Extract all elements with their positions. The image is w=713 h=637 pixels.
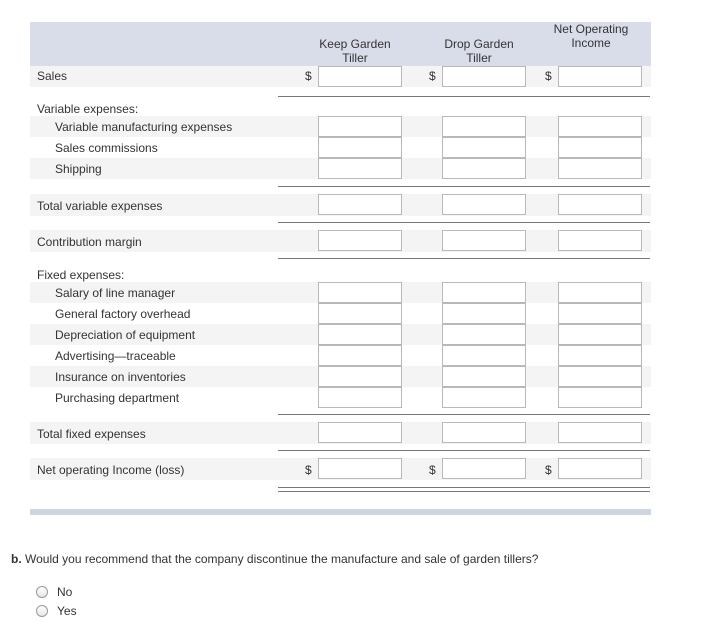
- input-depreciation-net[interactable]: [558, 324, 642, 345]
- option-no[interactable]: [36, 585, 72, 599]
- row-label-contribution-margin: Contribution margin: [37, 235, 142, 249]
- input-totalvar-drop[interactable]: [442, 194, 526, 215]
- input-advertising-drop[interactable]: [442, 345, 526, 366]
- input-contribution-drop[interactable]: [442, 230, 526, 251]
- row-label-shipping: Shipping: [55, 162, 102, 176]
- input-insurance-drop[interactable]: [442, 366, 526, 387]
- option-yes[interactable]: [36, 604, 77, 618]
- input-totalvar-keep[interactable]: [318, 194, 402, 215]
- radio-yes[interactable]: [36, 605, 48, 617]
- column-header-drop-line2: Tiller: [466, 51, 492, 65]
- divider: [278, 96, 650, 97]
- dollar-sign: $: [429, 463, 436, 477]
- dollar-sign: $: [545, 463, 552, 477]
- input-net-net[interactable]: [558, 458, 642, 479]
- input-sales-keep[interactable]: [318, 66, 402, 87]
- divider: [278, 222, 650, 223]
- input-shipping-keep[interactable]: [318, 158, 402, 179]
- divider: [278, 186, 650, 187]
- input-overhead-keep[interactable]: [318, 303, 402, 324]
- dollar-sign: $: [305, 463, 312, 477]
- row-label-variable-manufacturing: Variable manufacturing expenses: [55, 120, 233, 134]
- question-text: Would you recommend that the company discontinue the manufacture and sale of garden tillers?: [25, 552, 539, 566]
- input-varmfg-net[interactable]: [558, 116, 642, 137]
- dollar-sign: $: [305, 69, 312, 83]
- row-label-sales: Sales: [37, 69, 68, 83]
- option-yes-label: Yes: [57, 604, 77, 618]
- input-shipping-net[interactable]: [558, 158, 642, 179]
- row-label-total-fixed: Total fixed expenses: [37, 427, 146, 441]
- divider: [278, 258, 650, 259]
- input-net-keep[interactable]: [318, 458, 402, 479]
- divider-double-bottom: [278, 491, 650, 492]
- column-header-keep-line1: Keep Garden: [319, 37, 391, 51]
- input-sales-net[interactable]: [558, 66, 642, 87]
- input-shipping-drop[interactable]: [442, 158, 526, 179]
- input-advertising-net[interactable]: [558, 345, 642, 366]
- input-contribution-keep[interactable]: [318, 230, 402, 251]
- question-b: [11, 552, 538, 566]
- input-totalfixed-keep[interactable]: [318, 422, 402, 443]
- column-header-net-line2: Income: [571, 36, 611, 50]
- row-label-total-variable: Total variable expenses: [37, 199, 163, 213]
- input-salary-keep[interactable]: [318, 282, 402, 303]
- input-varmfg-drop[interactable]: [442, 116, 526, 137]
- row-label-depreciation-equipment: Depreciation of equipment: [55, 328, 196, 342]
- input-insurance-net[interactable]: [558, 366, 642, 387]
- input-varmfg-keep[interactable]: [318, 116, 402, 137]
- column-header-drop-line1: Drop Garden: [444, 37, 514, 51]
- dollar-sign: $: [545, 69, 552, 83]
- question-letter: b.: [11, 552, 22, 566]
- column-header-keep-line2: Tiller: [342, 51, 368, 65]
- row-label-salary-line-manager: Salary of line manager: [55, 286, 176, 300]
- input-purchasing-keep[interactable]: [318, 387, 402, 408]
- column-header-keep: [300, 37, 410, 65]
- input-totalvar-net[interactable]: [558, 194, 642, 215]
- input-salary-drop[interactable]: [442, 282, 526, 303]
- input-salescomm-net[interactable]: [558, 137, 642, 158]
- dollar-sign: $: [429, 69, 436, 83]
- row-label-general-factory-overhead: General factory overhead: [55, 307, 191, 321]
- row-label-sales-commissions: Sales commissions: [55, 141, 158, 155]
- column-header-net: [536, 22, 646, 50]
- option-no-label: No: [57, 585, 73, 599]
- input-totalfixed-drop[interactable]: [442, 422, 526, 443]
- input-sales-drop[interactable]: [442, 66, 526, 87]
- input-salary-net[interactable]: [558, 282, 642, 303]
- input-purchasing-drop[interactable]: [442, 387, 526, 408]
- input-depreciation-keep[interactable]: [318, 324, 402, 345]
- section-heading-fixed: Fixed expenses:: [37, 268, 125, 282]
- section-heading-variable: Variable expenses:: [37, 102, 139, 116]
- table-footer-bar: [30, 509, 651, 515]
- input-salescomm-drop[interactable]: [442, 137, 526, 158]
- input-totalfixed-net[interactable]: [558, 422, 642, 443]
- input-net-drop[interactable]: [442, 458, 526, 479]
- row-label-insurance-inventories: Insurance on inventories: [55, 370, 186, 384]
- row-label-net-operating-income: Net operating Income (loss): [37, 463, 185, 477]
- column-header-net-line1: Net Operating: [553, 22, 629, 36]
- divider: [278, 450, 650, 451]
- input-insurance-keep[interactable]: [318, 366, 402, 387]
- row-label-purchasing-department: Purchasing department: [55, 391, 180, 405]
- input-overhead-drop[interactable]: [442, 303, 526, 324]
- column-header-drop: [424, 37, 534, 65]
- input-advertising-keep[interactable]: [318, 345, 402, 366]
- input-contribution-net[interactable]: [558, 230, 642, 251]
- row-label-advertising-traceable: Advertising—traceable: [55, 349, 176, 363]
- input-purchasing-net[interactable]: [558, 387, 642, 408]
- input-overhead-net[interactable]: [558, 303, 642, 324]
- divider: [278, 414, 650, 415]
- input-depreciation-drop[interactable]: [442, 324, 526, 345]
- divider-double-top: [278, 487, 650, 488]
- input-salescomm-keep[interactable]: [318, 137, 402, 158]
- radio-no[interactable]: [36, 586, 48, 598]
